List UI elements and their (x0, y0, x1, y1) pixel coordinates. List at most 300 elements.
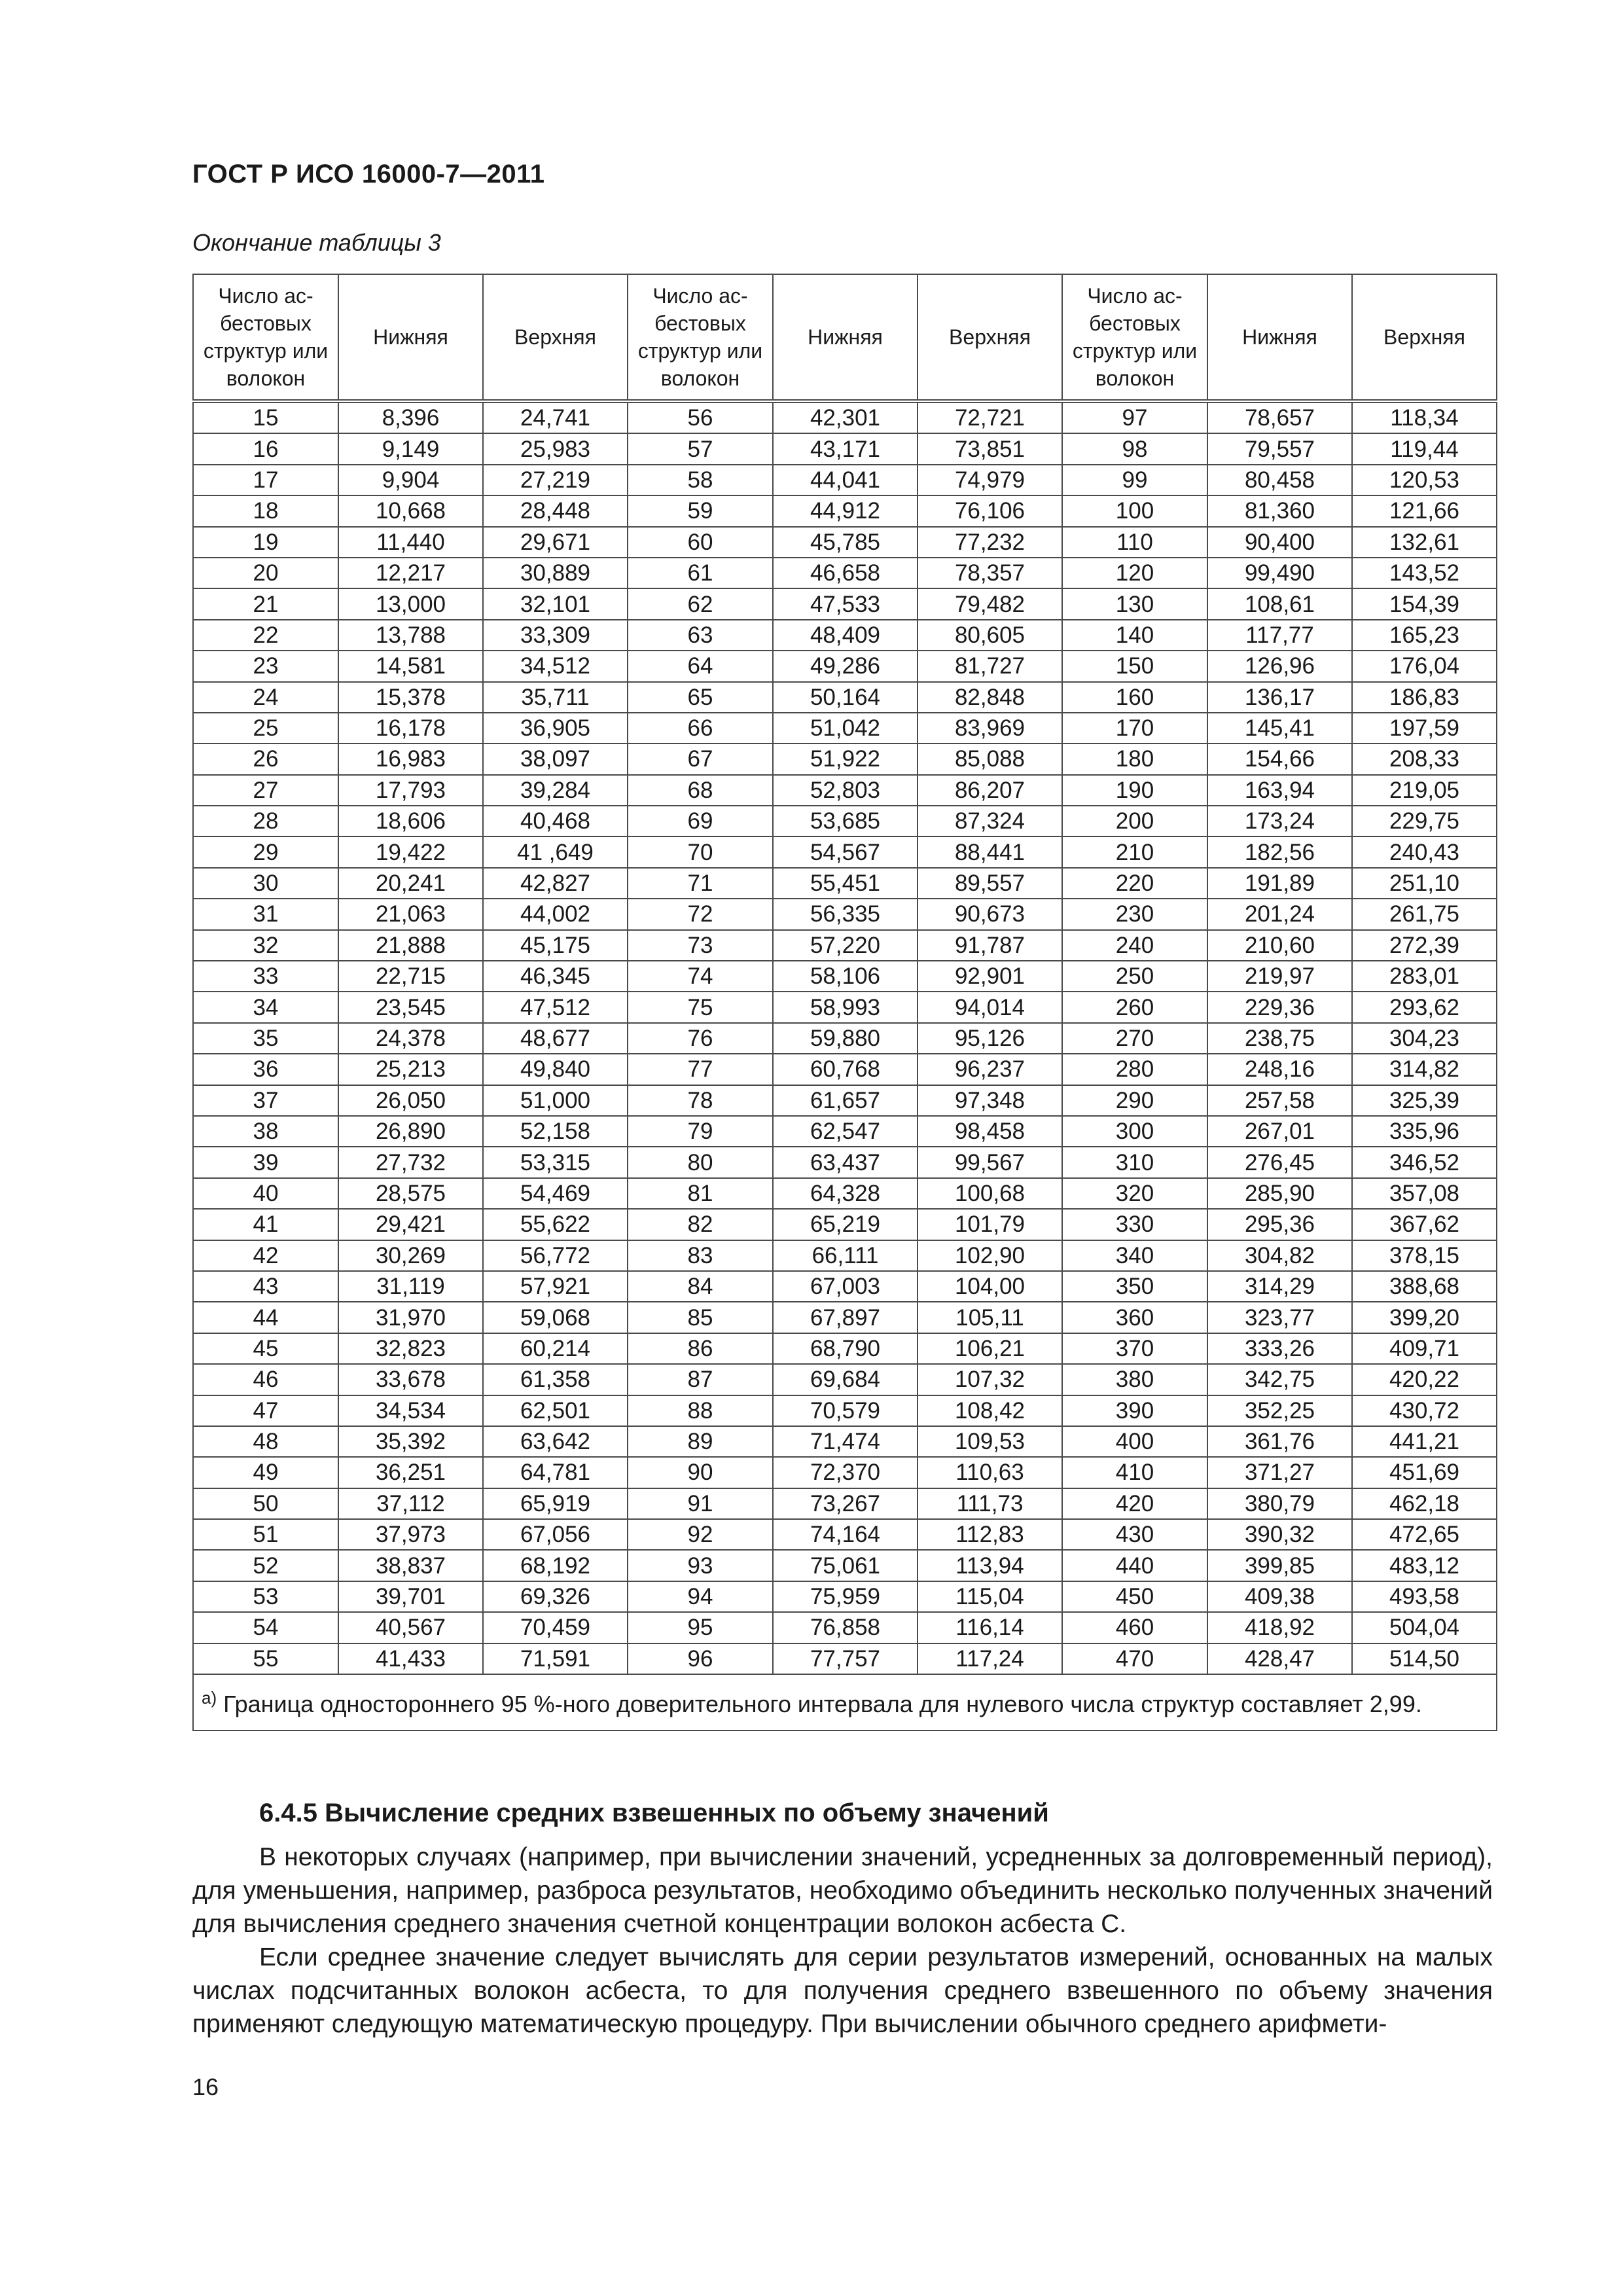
table-cell: 28 (193, 806, 338, 836)
table-cell: 37,973 (338, 1519, 483, 1550)
table-cell: 330 (1062, 1209, 1207, 1240)
table-cell: 66,111 (773, 1240, 918, 1271)
table-cell: 44 (193, 1302, 338, 1333)
table-cell: 115,04 (918, 1581, 1062, 1612)
table-row (193, 1550, 1497, 1581)
table-cell: 238,75 (1207, 1023, 1352, 1054)
table-cell: 90,673 (918, 899, 1062, 929)
table-cell: 293,62 (1352, 992, 1497, 1022)
table-cell: 180 (1062, 744, 1207, 774)
table-cell: 97 (1062, 401, 1207, 433)
table-cell: 71,591 (483, 1643, 628, 1674)
table-row (193, 775, 1497, 806)
table-cell: 43,171 (773, 433, 918, 464)
table-cell: 409,71 (1352, 1333, 1497, 1364)
table-cell: 75,061 (773, 1550, 918, 1581)
column-header: Число ас- бестовых структур или волокон (193, 274, 338, 401)
table-cell: 21,063 (338, 899, 483, 929)
table-cell: 59,880 (773, 1023, 918, 1054)
table-cell: 240,43 (1352, 836, 1497, 867)
table-cell: 342,75 (1207, 1364, 1352, 1395)
table-cell: 121,66 (1352, 495, 1497, 526)
table-cell: 48 (193, 1426, 338, 1457)
table-row (193, 1364, 1497, 1395)
table-cell: 80,458 (1207, 465, 1352, 495)
table-cell: 58,993 (773, 992, 918, 1022)
table-cell: 16,178 (338, 713, 483, 744)
table-cell: 79 (628, 1116, 773, 1147)
table-cell: 86,207 (918, 775, 1062, 806)
table-cell: 69,326 (483, 1581, 628, 1612)
table-cell: 388,68 (1352, 1271, 1497, 1302)
table-cell: 200 (1062, 806, 1207, 836)
table-cell: 52,158 (483, 1116, 628, 1147)
table-cell: 64,781 (483, 1457, 628, 1488)
table-cell: 57,921 (483, 1271, 628, 1302)
column-header: Число ас- бестовых структур или волокон (628, 274, 773, 401)
table-cell: 29,671 (483, 527, 628, 558)
table-cell: 80 (628, 1147, 773, 1177)
table-cell: 106,21 (918, 1333, 1062, 1364)
table-cell: 104,00 (918, 1271, 1062, 1302)
table-cell: 74 (628, 961, 773, 992)
table-cell: 260 (1062, 992, 1207, 1022)
table-cell: 96,237 (918, 1054, 1062, 1085)
table-cell: 210 (1062, 836, 1207, 867)
table-cell: 430,72 (1352, 1395, 1497, 1426)
table-cell: 52 (193, 1550, 338, 1581)
document-header: ГОСТ Р ИСО 16000-7—2011 (192, 160, 545, 188)
table-cell: 16,983 (338, 744, 483, 774)
table-cell: 42,827 (483, 868, 628, 899)
table-cell: 72,721 (918, 401, 1062, 433)
table-cell: 25,983 (483, 433, 628, 464)
table-cell: 90,400 (1207, 527, 1352, 558)
table-cell: 95,126 (918, 1023, 1062, 1054)
table-cell: 350 (1062, 1271, 1207, 1302)
table-cell: 62,501 (483, 1395, 628, 1426)
table-cell: 28,448 (483, 495, 628, 526)
table-cell: 46,658 (773, 558, 918, 588)
table-cell: 173,24 (1207, 806, 1352, 836)
table-cell: 24,378 (338, 1023, 483, 1054)
table-cell: 71,474 (773, 1426, 918, 1457)
table-cell: 257,58 (1207, 1085, 1352, 1116)
table-cell: 136,17 (1207, 682, 1352, 713)
table-cell: 304,82 (1207, 1240, 1352, 1271)
table-cell: 63,437 (773, 1147, 918, 1177)
table-cell: 77 (628, 1054, 773, 1085)
table-cell: 94,014 (918, 992, 1062, 1022)
table-cell: 26 (193, 744, 338, 774)
table-cell: 145,41 (1207, 713, 1352, 744)
table-cell: 182,56 (1207, 836, 1352, 867)
table-cell: 51,922 (773, 744, 918, 774)
table-body (193, 401, 1497, 1674)
table-cell: 190 (1062, 775, 1207, 806)
table-cell: 36 (193, 1054, 338, 1085)
section-body (192, 1840, 1493, 2041)
table-cell: 11,440 (338, 527, 483, 558)
table-cell: 54,469 (483, 1178, 628, 1209)
column-header: Число ас- бестовых структур или волокон (1062, 274, 1207, 401)
table-cell: 64,328 (773, 1178, 918, 1209)
table-cell: 154,66 (1207, 744, 1352, 774)
table-cell: 99 (1062, 465, 1207, 495)
table-cell: 78,357 (918, 558, 1062, 588)
table-cell: 77,232 (918, 527, 1062, 558)
table-row (193, 1488, 1497, 1519)
table-cell: 68,192 (483, 1550, 628, 1581)
table-cell: 20,241 (338, 868, 483, 899)
table-cell: 460 (1062, 1612, 1207, 1643)
table-cell: 117,77 (1207, 620, 1352, 651)
table-cell: 55,622 (483, 1209, 628, 1240)
table-cell: 30,889 (483, 558, 628, 588)
table-cell: 251,10 (1352, 868, 1497, 899)
table-cell: 15,378 (338, 682, 483, 713)
table-cell: 98 (1062, 433, 1207, 464)
table-cell: 24,741 (483, 401, 628, 433)
table-cell: 143,52 (1352, 558, 1497, 588)
table-cell: 70 (628, 836, 773, 867)
table-cell: 89,557 (918, 868, 1062, 899)
footnote-text: Граница одностороннего 95 %-ного доверительного интервала для нулевого числа структур составляет 2,99. (217, 1691, 1422, 1718)
table-cell: 85,088 (918, 744, 1062, 774)
table-cell: 352,25 (1207, 1395, 1352, 1426)
table-cell: 33,309 (483, 620, 628, 651)
table-row (193, 620, 1497, 651)
table-cell: 110,63 (918, 1457, 1062, 1488)
table-cell: 186,83 (1352, 682, 1497, 713)
table-cell: 40,468 (483, 806, 628, 836)
table-cell: 78 (628, 1085, 773, 1116)
table-cell: 208,33 (1352, 744, 1497, 774)
table-cell: 31,119 (338, 1271, 483, 1302)
table-cell: 81,360 (1207, 495, 1352, 526)
table-cell: 35,711 (483, 682, 628, 713)
table-cell: 46,345 (483, 961, 628, 992)
table-cell: 111,73 (918, 1488, 1062, 1519)
table-row (193, 558, 1497, 588)
table-cell: 113,94 (918, 1550, 1062, 1581)
table-cell: 73 (628, 930, 773, 961)
table-cell: 40,567 (338, 1612, 483, 1643)
table-cell: 73,851 (918, 433, 1062, 464)
table-cell: 378,15 (1352, 1240, 1497, 1271)
table-cell: 493,58 (1352, 1581, 1497, 1612)
table-cell: 19,422 (338, 836, 483, 867)
table-cell: 105,11 (918, 1302, 1062, 1333)
table-cell: 120 (1062, 558, 1207, 588)
table-row (193, 401, 1497, 433)
table-cell: 45,175 (483, 930, 628, 961)
table-cell: 47,512 (483, 992, 628, 1022)
table-cell: 35,392 (338, 1426, 483, 1457)
table-cell: 89 (628, 1426, 773, 1457)
column-header: Нижняя (338, 274, 483, 401)
paragraph: В некоторых случаях (например, при вычислении значений, усредненных за долговременный период), для уменьшения, например, разброса результатов, необходимо объединить несколько полученных значений для вычисления среднего значения счетной концентрации волокон асбеста С. (192, 1843, 1493, 1938)
table-cell: 81,727 (918, 651, 1062, 681)
table-cell: 410 (1062, 1457, 1207, 1488)
table-cell: 360 (1062, 1302, 1207, 1333)
table-cell: 90 (628, 1457, 773, 1488)
table-cell: 399,20 (1352, 1302, 1497, 1333)
table-cell: 38 (193, 1116, 338, 1147)
table-row (193, 744, 1497, 774)
table-cell: 55 (193, 1643, 338, 1674)
table-cell: 99,490 (1207, 558, 1352, 588)
table-cell: 91,787 (918, 930, 1062, 961)
table-cell: 47,533 (773, 588, 918, 619)
table-cell: 54,567 (773, 836, 918, 867)
table-cell: 38,837 (338, 1550, 483, 1581)
table-cell: 18,606 (338, 806, 483, 836)
table-cell: 41 ,649 (483, 836, 628, 867)
table-cell: 60,214 (483, 1333, 628, 1364)
table-cell: 451,69 (1352, 1457, 1497, 1488)
table-cell: 30,269 (338, 1240, 483, 1271)
table-cell: 45 (193, 1333, 338, 1364)
table-cell: 94 (628, 1581, 773, 1612)
table-cell: 60,768 (773, 1054, 918, 1085)
table-cell: 24 (193, 682, 338, 713)
table-cell: 58 (628, 465, 773, 495)
table-cell: 34,512 (483, 651, 628, 681)
table-cell: 28,575 (338, 1178, 483, 1209)
table-cell: 72 (628, 899, 773, 929)
table-cell: 340 (1062, 1240, 1207, 1271)
table-cell: 39 (193, 1147, 338, 1177)
table-row (193, 1643, 1497, 1674)
table-row (193, 930, 1497, 961)
table-cell: 110 (1062, 527, 1207, 558)
table-cell: 92 (628, 1519, 773, 1550)
table-cell: 219,97 (1207, 961, 1352, 992)
table-cell: 101,79 (918, 1209, 1062, 1240)
table-cell: 74,979 (918, 465, 1062, 495)
table-row (193, 836, 1497, 867)
table-cell: 75 (628, 992, 773, 1022)
data-table (192, 274, 1497, 1731)
table-cell: 67,003 (773, 1271, 918, 1302)
table-cell: 170 (1062, 713, 1207, 744)
table-cell: 46 (193, 1364, 338, 1395)
table-cell: 34 (193, 992, 338, 1022)
table-cell: 61 (628, 558, 773, 588)
table-cell: 52,803 (773, 775, 918, 806)
table-cell: 44,002 (483, 899, 628, 929)
table-cell: 409,38 (1207, 1581, 1352, 1612)
table-cell: 20 (193, 558, 338, 588)
table-cell: 13,788 (338, 620, 483, 651)
table-cell: 165,23 (1352, 620, 1497, 651)
table-cell: 62 (628, 588, 773, 619)
table-cell: 66 (628, 713, 773, 744)
table-cell: 483,12 (1352, 1550, 1497, 1581)
table-cell: 96 (628, 1643, 773, 1674)
table-row (193, 899, 1497, 929)
table-row (193, 713, 1497, 744)
table-cell: 295,36 (1207, 1209, 1352, 1240)
table-cell: 19 (193, 527, 338, 558)
table-cell: 76,858 (773, 1612, 918, 1643)
table-row (193, 1333, 1497, 1364)
table-cell: 325,39 (1352, 1085, 1497, 1116)
table-cell: 57,220 (773, 930, 918, 961)
table-cell: 197,59 (1352, 713, 1497, 744)
table-cell: 37 (193, 1085, 338, 1116)
table-cell: 78,657 (1207, 401, 1352, 433)
table-row (193, 1023, 1497, 1054)
table-cell: 92,901 (918, 961, 1062, 992)
table-cell: 22 (193, 620, 338, 651)
table-cell: 320 (1062, 1178, 1207, 1209)
table-cell: 37,112 (338, 1488, 483, 1519)
table-cell: 29,421 (338, 1209, 483, 1240)
column-header: Верхняя (918, 274, 1062, 401)
table-cell: 44,041 (773, 465, 918, 495)
table-cell: 40 (193, 1178, 338, 1209)
table-cell: 54 (193, 1612, 338, 1643)
table-cell: 51,000 (483, 1085, 628, 1116)
table-cell: 285,90 (1207, 1178, 1352, 1209)
table-cell: 420 (1062, 1488, 1207, 1519)
column-header: Верхняя (1352, 274, 1497, 401)
table-cell: 126,96 (1207, 651, 1352, 681)
table-row (193, 433, 1497, 464)
table-cell: 140 (1062, 620, 1207, 651)
table-cell: 32,101 (483, 588, 628, 619)
table-cell: 117,24 (918, 1643, 1062, 1674)
table-cell: 16 (193, 433, 338, 464)
table-cell: 430 (1062, 1519, 1207, 1550)
table-row (193, 495, 1497, 526)
table-cell: 27 (193, 775, 338, 806)
column-header: Верхняя (483, 274, 628, 401)
table-cell: 17,793 (338, 775, 483, 806)
table-cell: 69 (628, 806, 773, 836)
table-row (193, 1178, 1497, 1209)
table-cell: 472,65 (1352, 1519, 1497, 1550)
table-cell: 79,557 (1207, 433, 1352, 464)
table-cell: 23,545 (338, 992, 483, 1022)
table-cell: 82,848 (918, 682, 1062, 713)
table-cell: 120,53 (1352, 465, 1497, 495)
table-cell: 76,106 (918, 495, 1062, 526)
table-cell: 48,677 (483, 1023, 628, 1054)
table-cell: 99,567 (918, 1147, 1062, 1177)
table-cell: 32,823 (338, 1333, 483, 1364)
table-cell: 441,21 (1352, 1426, 1497, 1457)
table-cell: 280 (1062, 1054, 1207, 1085)
table-cell: 116,14 (918, 1612, 1062, 1643)
table-cell: 55,451 (773, 868, 918, 899)
table-cell: 38,097 (483, 744, 628, 774)
table-cell: 276,45 (1207, 1147, 1352, 1177)
table-row (193, 1426, 1497, 1457)
table-cell: 64 (628, 651, 773, 681)
table-cell: 49,840 (483, 1054, 628, 1085)
table-cell: 76 (628, 1023, 773, 1054)
table-cell: 154,39 (1352, 588, 1497, 619)
table-cell: 97,348 (918, 1085, 1062, 1116)
table-cell: 50 (193, 1488, 338, 1519)
table-cell: 57 (628, 433, 773, 464)
table-cell: 370 (1062, 1333, 1207, 1364)
table-cell: 45,785 (773, 527, 918, 558)
table-cell: 93 (628, 1550, 773, 1581)
table-cell: 56 (628, 401, 773, 433)
table-cell: 48,409 (773, 620, 918, 651)
table-cell: 86 (628, 1333, 773, 1364)
table-cell: 30 (193, 868, 338, 899)
table-cell: 361,76 (1207, 1426, 1352, 1457)
table-row (193, 588, 1497, 619)
table-cell: 53 (193, 1581, 338, 1612)
table-cell: 70,579 (773, 1395, 918, 1426)
table-cell: 229,75 (1352, 806, 1497, 836)
table-cell: 400 (1062, 1426, 1207, 1457)
confidence-limits-table (192, 274, 1493, 1731)
table-cell: 59 (628, 495, 773, 526)
table-cell: 160 (1062, 682, 1207, 713)
table-cell: 62,547 (773, 1116, 918, 1147)
table-cell: 310 (1062, 1147, 1207, 1177)
table-cell: 68 (628, 775, 773, 806)
table-cell: 250 (1062, 961, 1207, 992)
table-cell: 102,90 (918, 1240, 1062, 1271)
table-cell: 261,75 (1352, 899, 1497, 929)
table-cell: 270 (1062, 1023, 1207, 1054)
table-cell: 163,94 (1207, 775, 1352, 806)
table-cell: 23 (193, 651, 338, 681)
table-cell: 290 (1062, 1085, 1207, 1116)
table-cell: 26,050 (338, 1085, 483, 1116)
table-row (193, 1054, 1497, 1085)
table-cell: 371,27 (1207, 1457, 1352, 1488)
table-cell: 8,396 (338, 401, 483, 433)
table-cell: 42,301 (773, 401, 918, 433)
footnote-marker: а) (202, 1688, 217, 1708)
table-cell: 58,106 (773, 961, 918, 992)
table-cell: 272,39 (1352, 930, 1497, 961)
table-cell: 10,668 (338, 495, 483, 526)
table-cell: 91 (628, 1488, 773, 1519)
table-row (193, 465, 1497, 495)
table-cell: 27,219 (483, 465, 628, 495)
table-cell: 333,26 (1207, 1333, 1352, 1364)
table-cell: 31,970 (338, 1302, 483, 1333)
table-cell: 53,315 (483, 1147, 628, 1177)
table-cell: 82 (628, 1209, 773, 1240)
table-cell: 70,459 (483, 1612, 628, 1643)
table-cell: 346,52 (1352, 1147, 1497, 1177)
table-cell: 61,358 (483, 1364, 628, 1395)
table-cell: 61,657 (773, 1085, 918, 1116)
column-header: Нижняя (1207, 274, 1352, 401)
table-row (193, 1085, 1497, 1116)
table-cell: 367,62 (1352, 1209, 1497, 1240)
table-cell: 240 (1062, 930, 1207, 961)
table-cell: 31 (193, 899, 338, 929)
table-cell: 36,251 (338, 1457, 483, 1488)
table-cell: 504,04 (1352, 1612, 1497, 1643)
table-cell: 85 (628, 1302, 773, 1333)
table-cell: 65 (628, 682, 773, 713)
table-cell: 63,642 (483, 1426, 628, 1457)
table-cell: 73,267 (773, 1488, 918, 1519)
